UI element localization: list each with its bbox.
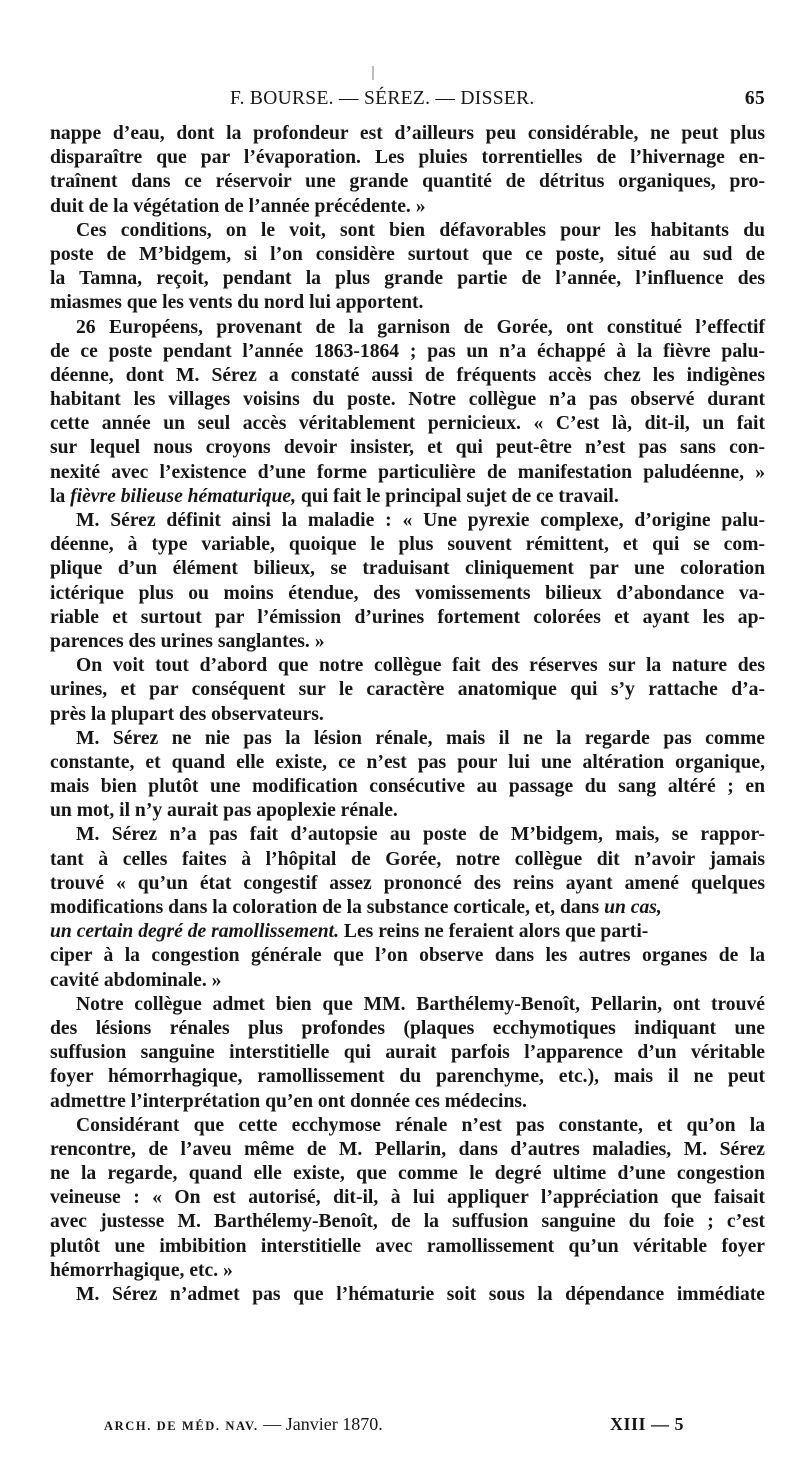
text-line — [50, 896, 765, 920]
paragraph-start: Considérant que cette ecchymose rénale n’est pas constante, et qu’on la — [76, 1114, 765, 1136]
book-page — [50, 0, 772, 1470]
text-line: foyer hémorrhagique, ramollissement du parenchyme, etc.), mais il ne peut — [50, 1066, 765, 1088]
text-line: urines, et par conséquent sur le caractère anatomique qui s’y rattache d’a- — [50, 679, 765, 701]
issue-date: — Janvier 1870. — [258, 1414, 383, 1434]
article-body — [50, 122, 765, 1307]
text-line: miasmes que les vents du nord lui apportent. — [50, 292, 424, 314]
text-line: constante, et quand elle existe, ce n’est pas pour lui une altération organique, — [50, 751, 765, 773]
text-line: cavité abdominale. » — [50, 969, 222, 991]
text-fragment: la — [50, 485, 71, 507]
text-line: duit de la végétation de l’année précédente. » — [50, 195, 426, 217]
text-line — [50, 485, 765, 509]
text-line: près la plupart des observateurs. — [50, 703, 324, 725]
page-number: 65 — [744, 88, 765, 109]
text-line: plique d’un élément bilieux, se traduisant cliniquement par une coloration — [50, 558, 765, 580]
text-line — [50, 920, 765, 944]
paragraph-start: M. Sérez n’a pas fait d’autopsie au poste de M’bidgem, mais, se rappor- — [76, 824, 765, 846]
paragraph-start: Ces conditions, on le voit, sont bien défavorables pour les habitants du — [76, 219, 765, 241]
text-line: ciper à la congestion générale que l’on observe dans les autres organes de la — [50, 945, 765, 967]
text-line: poste de M’bidgem, si l’on considère surtout que ce poste, situé au sud de — [50, 243, 765, 265]
text-line: de ce poste pendant l’année 1863-1864 ; pas un n’a échappé à la fièvre palu- — [50, 340, 765, 362]
signature-mark: XIII — 5 — [610, 1414, 685, 1434]
text-fragment: qui fait le principal sujet de ce travail. — [296, 485, 619, 507]
text-line: disparaître que par l’évaporation. Les pluies torrentielles de l’hivernage en- — [50, 147, 765, 169]
page-header — [50, 88, 765, 118]
paragraph-start: M. Sérez n’admet pas que l’hématurie soit sous la dépendance immédiate — [76, 1284, 765, 1305]
paragraph-start: M. Sérez ne nie pas la lésion rénale, mais il ne la regarde pas comme — [76, 727, 765, 749]
text-line: nappe d’eau, dont la profondeur est d’ailleurs peu considérable, ne peut plus — [50, 123, 765, 144]
text-line: traînent dans ce réservoir une grande quantité de détritus organiques, pro- — [50, 171, 765, 193]
text-fragment: modifications dans la coloration de la substance corticale, et, dans — [50, 897, 605, 918]
text-line: suffusion sanguine interstitielle qui aurait parfois l’apparence d’un véritable — [50, 1042, 765, 1064]
text-line: habitant les villages voisins du poste. Notre collègue n’a pas observé durant — [50, 389, 765, 411]
journal-source — [104, 1414, 383, 1435]
journal-abbrev: ARCH. DE MÉD. NAV. — [104, 1419, 259, 1433]
text-line: nexité avec l’existence d’une forme particulière de manifestation paludéenne, » — [50, 461, 765, 483]
text-line: la Tamna, reçoit, pendant la plus grande partie de l’année, l’influence des — [50, 268, 765, 290]
text-line: admettre l’interprétation qu’en ont donnée ces médecins. — [50, 1090, 527, 1112]
paragraph-start: 26 Européens, provenant de la garnison de Gorée, ont constitué l’effectif — [76, 316, 765, 338]
text-line: déenne, à type variable, quoique le plus souvent rémittent, et qui se com- — [50, 534, 765, 556]
text-line: des lésions rénales plus profondes (plaques ecchymotiques indiquant une — [50, 1017, 765, 1039]
italic-term: un cas, — [604, 897, 662, 918]
text-line: ictérique plus ou moins étendue, des vomissements bilieux d’abondance va- — [50, 582, 765, 604]
paragraph-start: Notre collègue admet bien que MM. Barthélemy-Benoît, Pellarin, ont trouvé — [76, 993, 765, 1015]
paragraph-start: On voit tout d’abord que notre collègue fait des réserves sur la nature des — [76, 655, 765, 677]
text-line: trouvé « qu’un état congestif assez prononcé des reins ayant amené quelques — [50, 872, 765, 894]
text-fragment: Les reins ne feraient alors que parti- — [339, 921, 649, 943]
italic-term: fièvre bilieuse hématurique, — [70, 485, 296, 507]
text-line: plutôt une imbibition interstitielle avec ramollissement qu’un véritable foyer — [50, 1235, 765, 1257]
text-line: rencontre, de l’aveu même de M. Pellarin, dans d’autres maladies, M. Sérez — [50, 1138, 765, 1160]
gutter-mark — [372, 66, 374, 80]
page-footer — [50, 1414, 772, 1440]
text-line: parences des urines sanglantes. » — [50, 630, 325, 652]
text-line: hémorrhagique, etc. » — [50, 1259, 233, 1281]
text-line: mais bien plutôt une modification consécutive au passage du sang altéré ; en — [50, 776, 765, 798]
text-line: veineuse : « On est autorisé, dit-il, à lui appliquer l’appréciation que faisait — [50, 1187, 765, 1209]
text-line: avec justesse M. Barthélemy-Benoît, de la suffusion sanguine du foie ; c’est — [50, 1211, 765, 1233]
text-line: déenne, dont M. Sérez a constaté aussi de fréquents accès chez les indigènes — [50, 364, 765, 386]
text-line: cette année un seul accès véritablement pernicieux. « C’est là, dit-il, un fait — [50, 413, 765, 435]
running-title: F. BOURSE. — SÉREZ. — DISSER. — [230, 88, 535, 109]
text-line: riable et surtout par l’émission d’urines fortement colorées et ayant les ap- — [50, 606, 765, 628]
italic-term: un certain degré de ramollissement. — [50, 921, 340, 943]
text-line: tant à celles faites à l’hôpital de Gorée, notre collègue dit n’avoir jamais — [50, 848, 765, 870]
text-line: un mot, il n’y aurait pas apoplexie rénale. — [50, 800, 398, 822]
paragraph-start: M. Sérez définit ainsi la maladie : « Une pyrexie complexe, d’origine palu- — [76, 510, 765, 531]
text-line: ne la regarde, quand elle existe, que comme le degré ultime d’une congestion — [50, 1163, 765, 1185]
text-line: sur lequel nous croyons devoir insister, et qui peut-être n’est pas sans con- — [50, 437, 765, 459]
